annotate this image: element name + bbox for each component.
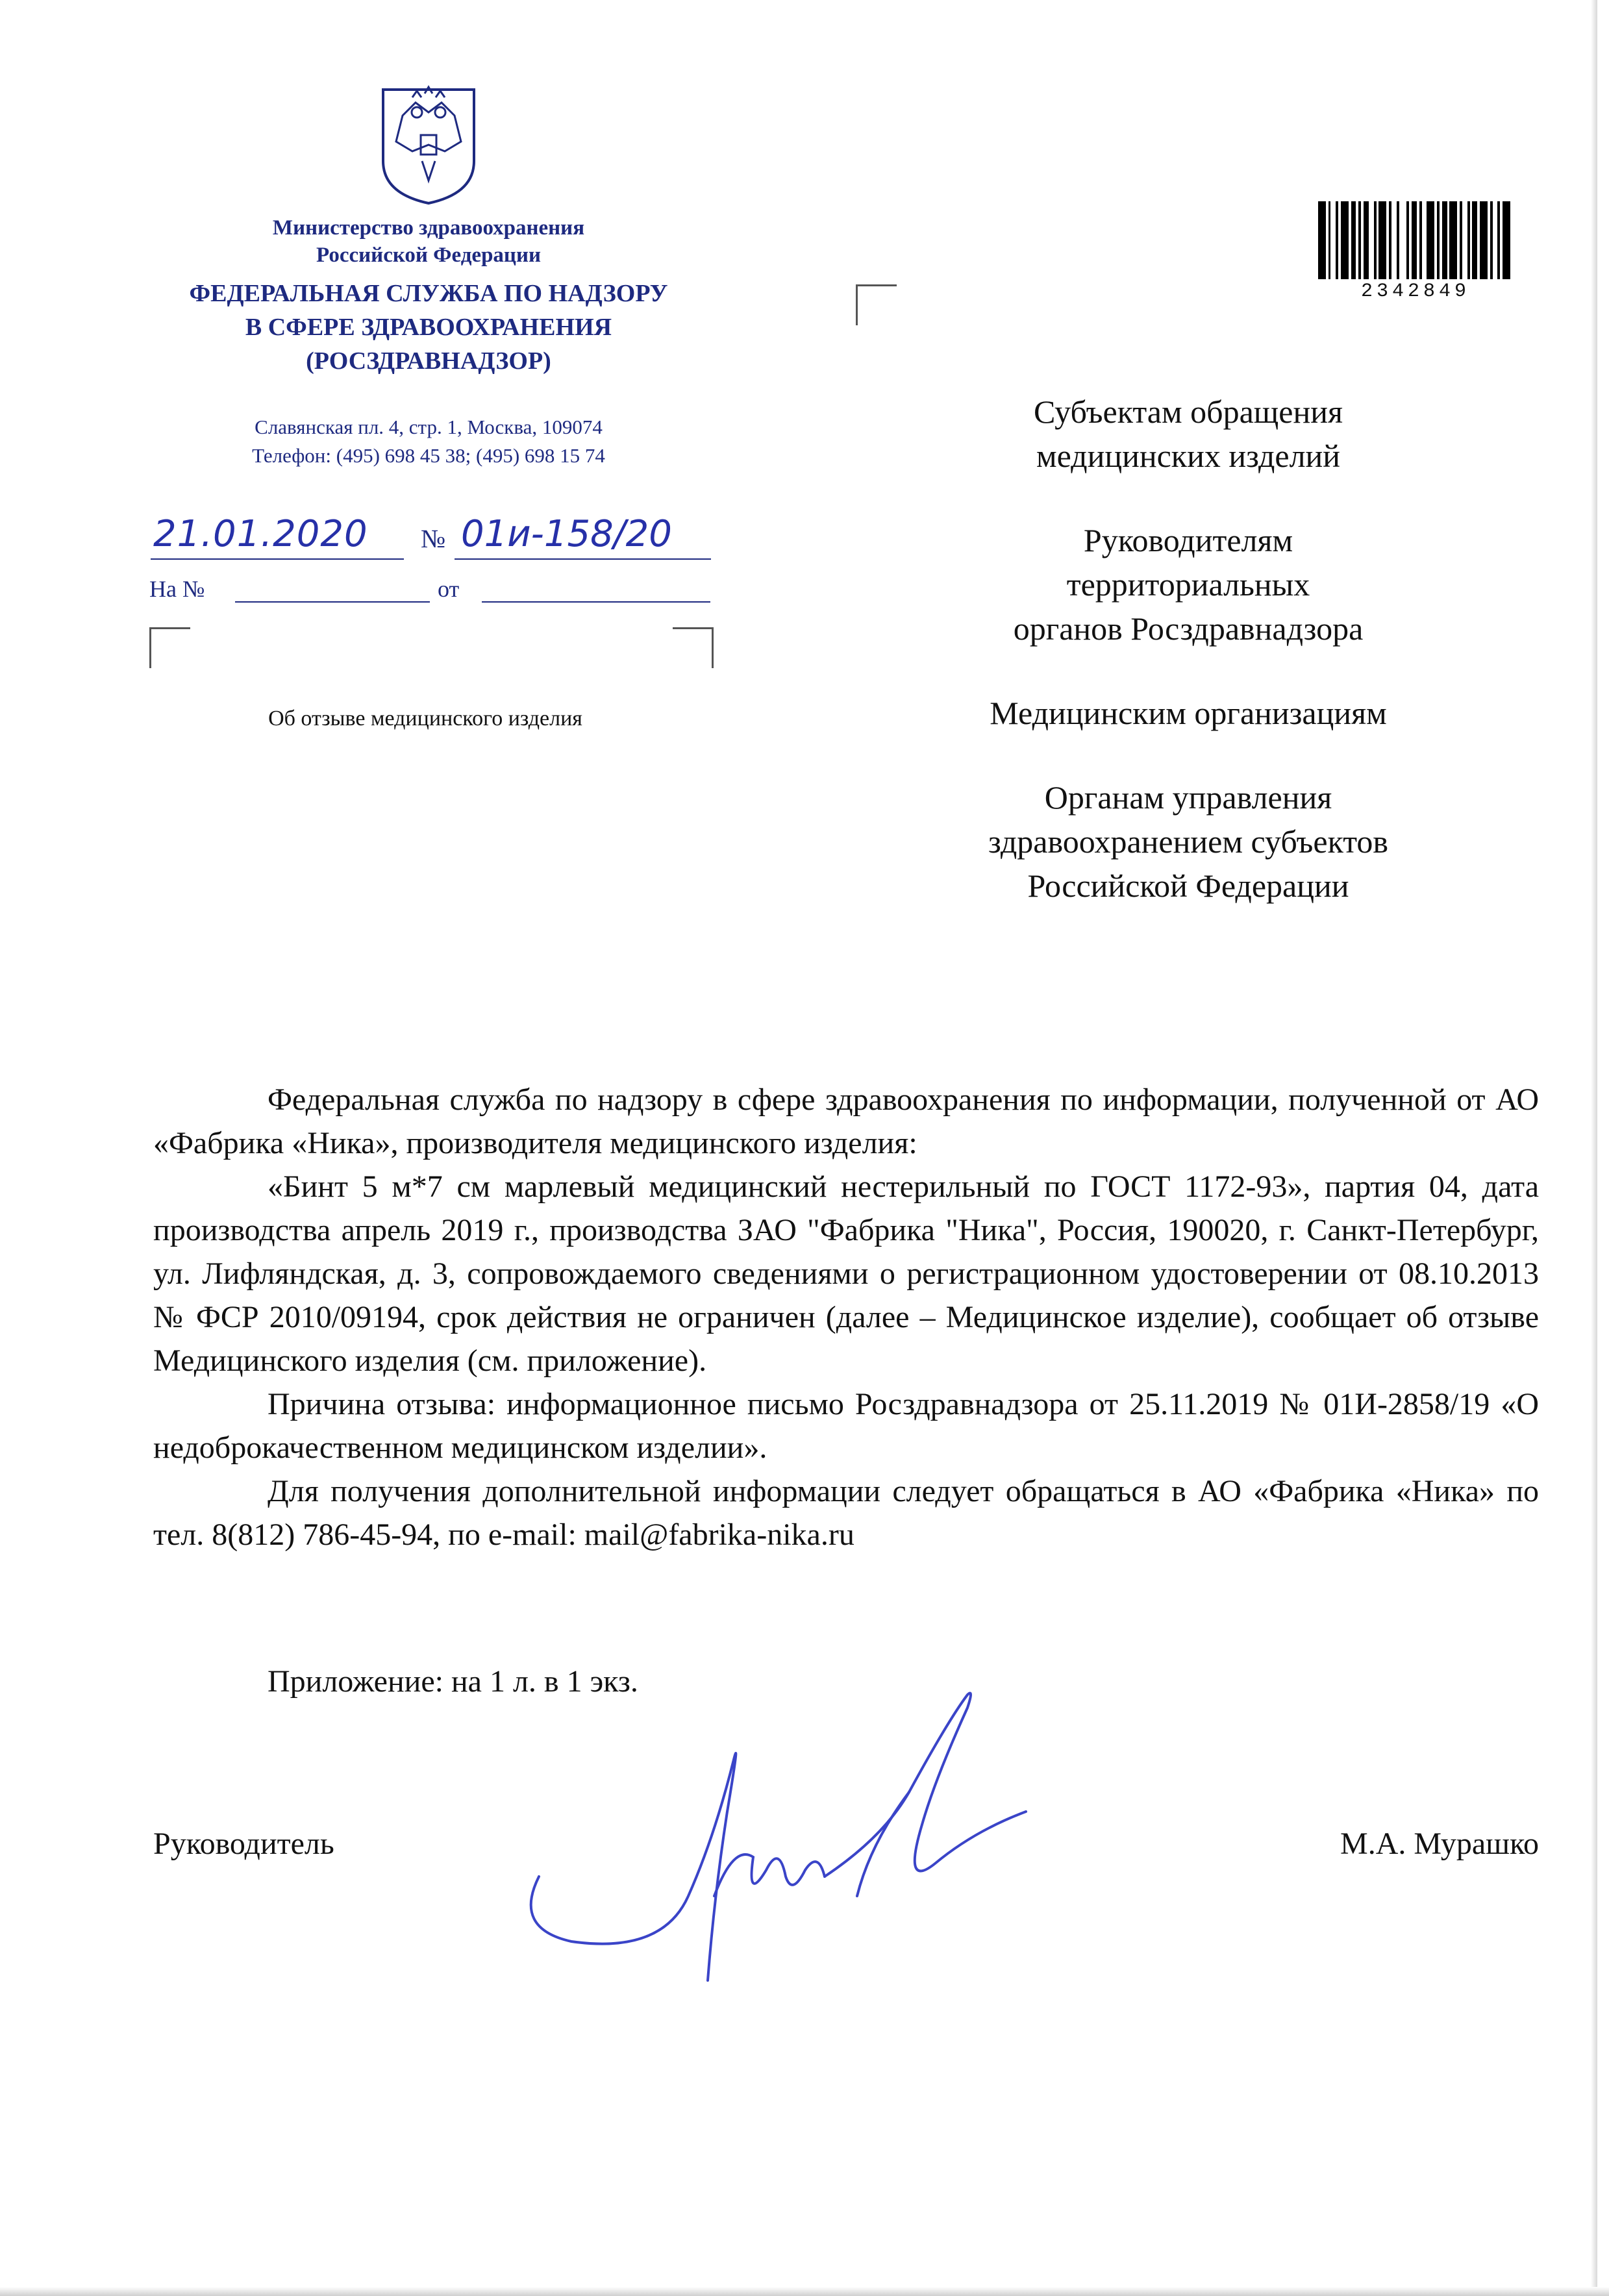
barcode-bar (1369, 201, 1374, 279)
recipient-group (896, 390, 1480, 478)
page-bottom-shadow (0, 2287, 1609, 2296)
barcode-bar (1318, 201, 1326, 279)
annex-note: Приложение: на 1 л. в 1 экз. (268, 1664, 638, 1699)
barcode-bar (1503, 201, 1510, 279)
signer-title: Руководитель (153, 1827, 334, 1861)
registration-number: 01и-158/20 (461, 513, 672, 555)
recipient-line: органов Росздравнадзора (1013, 610, 1364, 647)
barcode-bar (1462, 201, 1467, 279)
agency-line-1: ФЕДЕРАЛЬНАЯ СЛУЖБА ПО НАДЗОРУ (189, 280, 668, 307)
barcode-bar (1472, 201, 1477, 279)
recipients-block (896, 390, 1480, 948)
agency-line-3: (РОСЗДРАВНАДЗОР) (306, 347, 551, 375)
body-paragraph: Федеральная служба по надзору в сфере здравоохранения по информации, полученной от АО «Фабрика «Ника», производителя медицинского изделия: (153, 1082, 1539, 1160)
barcode-bar (1364, 201, 1369, 279)
ministry-name (162, 214, 695, 269)
handwritten-signature (519, 1682, 1039, 2019)
barcode-bar (1399, 201, 1407, 279)
barcode-bar (1341, 201, 1349, 279)
recipient-line: медицинских изделий (1036, 438, 1341, 474)
barcode-bar (1391, 201, 1397, 279)
ministry-line-2: Российской Федерации (316, 243, 541, 267)
letter-body (153, 1078, 1539, 1556)
address-corner-mark (856, 284, 897, 325)
body-paragraph: Причина отзыва: информационное письмо Росздравнадзора от 25.11.2019 № 01И-2858/19 «О недоброкачественном медицинском изделии». (153, 1387, 1539, 1465)
address-line-1: Славянская пл. 4, стр. 1, Москва, 109074 (255, 416, 603, 438)
address-line-2: Телефон: (495) 698 45 38; (495) 698 15 74 (252, 444, 605, 467)
coat-of-arms-emblem-icon (377, 83, 480, 206)
barcode-bar (1422, 201, 1427, 279)
agency-line-2: В СФЕРЕ ЗДРАВООХРАНЕНИЯ (245, 314, 612, 341)
barcode (1318, 201, 1513, 279)
barcode-bar (1427, 201, 1434, 279)
subject-corner-left (149, 627, 190, 668)
signer-name: М.А. Мурашко (1340, 1827, 1539, 1861)
barcode-bar (1480, 201, 1488, 279)
barcode-bar (1412, 201, 1417, 279)
recipient-line: Органам управления (1044, 779, 1332, 816)
barcode-bar (1449, 201, 1457, 279)
reference-date-blank (482, 601, 710, 603)
registration-number-underline (455, 558, 711, 560)
page-edge-shadow (1591, 0, 1597, 2296)
recipient-line: территориальных (1066, 566, 1310, 603)
body-paragraph: «Бинт 5 м*7 см марлевый медицинский нестерильный по ГОСТ 1172-93», партия 04, дата производства апрель 2019 г., производства ЗАО "Фабрика "Ника", Россия, 190020, г. Санкт-Петербург, ул. Лифляндская, д. 3, сопровождаемого сведениями о регистрационном удостоверении от 08.10.2013 № ФСР 2010/09194, срок действия не ограничен (далее – Медицинское изделие), сообщает об отзыве Медицинского изделия (см. приложение). (153, 1169, 1539, 1378)
recipient-line: здравоохранением субъектов (988, 823, 1389, 860)
barcode-number: 2342849 (1360, 281, 1471, 303)
agency-name (130, 277, 727, 378)
barcode-bar (1510, 201, 1513, 279)
barcode-bar (1330, 201, 1336, 279)
barcode-bar (1493, 201, 1498, 279)
recipient-group (896, 691, 1480, 735)
barcode-bar (1351, 201, 1356, 279)
reference-number-blank (235, 601, 430, 603)
reference-from-label: от (438, 576, 460, 602)
barcode-bar (1378, 201, 1386, 279)
letter-subject: Об отзыве медицинского изделия (268, 706, 582, 730)
agency-address (162, 413, 695, 470)
subject-corner-right (673, 627, 714, 668)
registration-date-underline (151, 558, 404, 560)
recipient-line: Российской Федерации (1027, 867, 1349, 904)
body-paragraph: Для получения дополнительной информации следует обращаться в АО «Фабрика «Ника» по тел. 8(812) 786-45-94, по e-mail: mail@fabrika-nika.ru (153, 1474, 1539, 1552)
recipient-line: Медицинским организациям (990, 695, 1387, 731)
registration-date: 21.01.2020 (153, 513, 368, 555)
ministry-line-1: Министерство здравоохранения (272, 216, 585, 240)
barcode-bar (1442, 201, 1447, 279)
recipient-line: Субъектам обращения (1034, 393, 1343, 430)
reference-on-label: На № (149, 576, 205, 602)
registration-number-sign: № (421, 524, 446, 553)
recipient-group (896, 775, 1480, 908)
recipient-line: Руководителям (1083, 522, 1293, 558)
recipient-group (896, 518, 1480, 651)
